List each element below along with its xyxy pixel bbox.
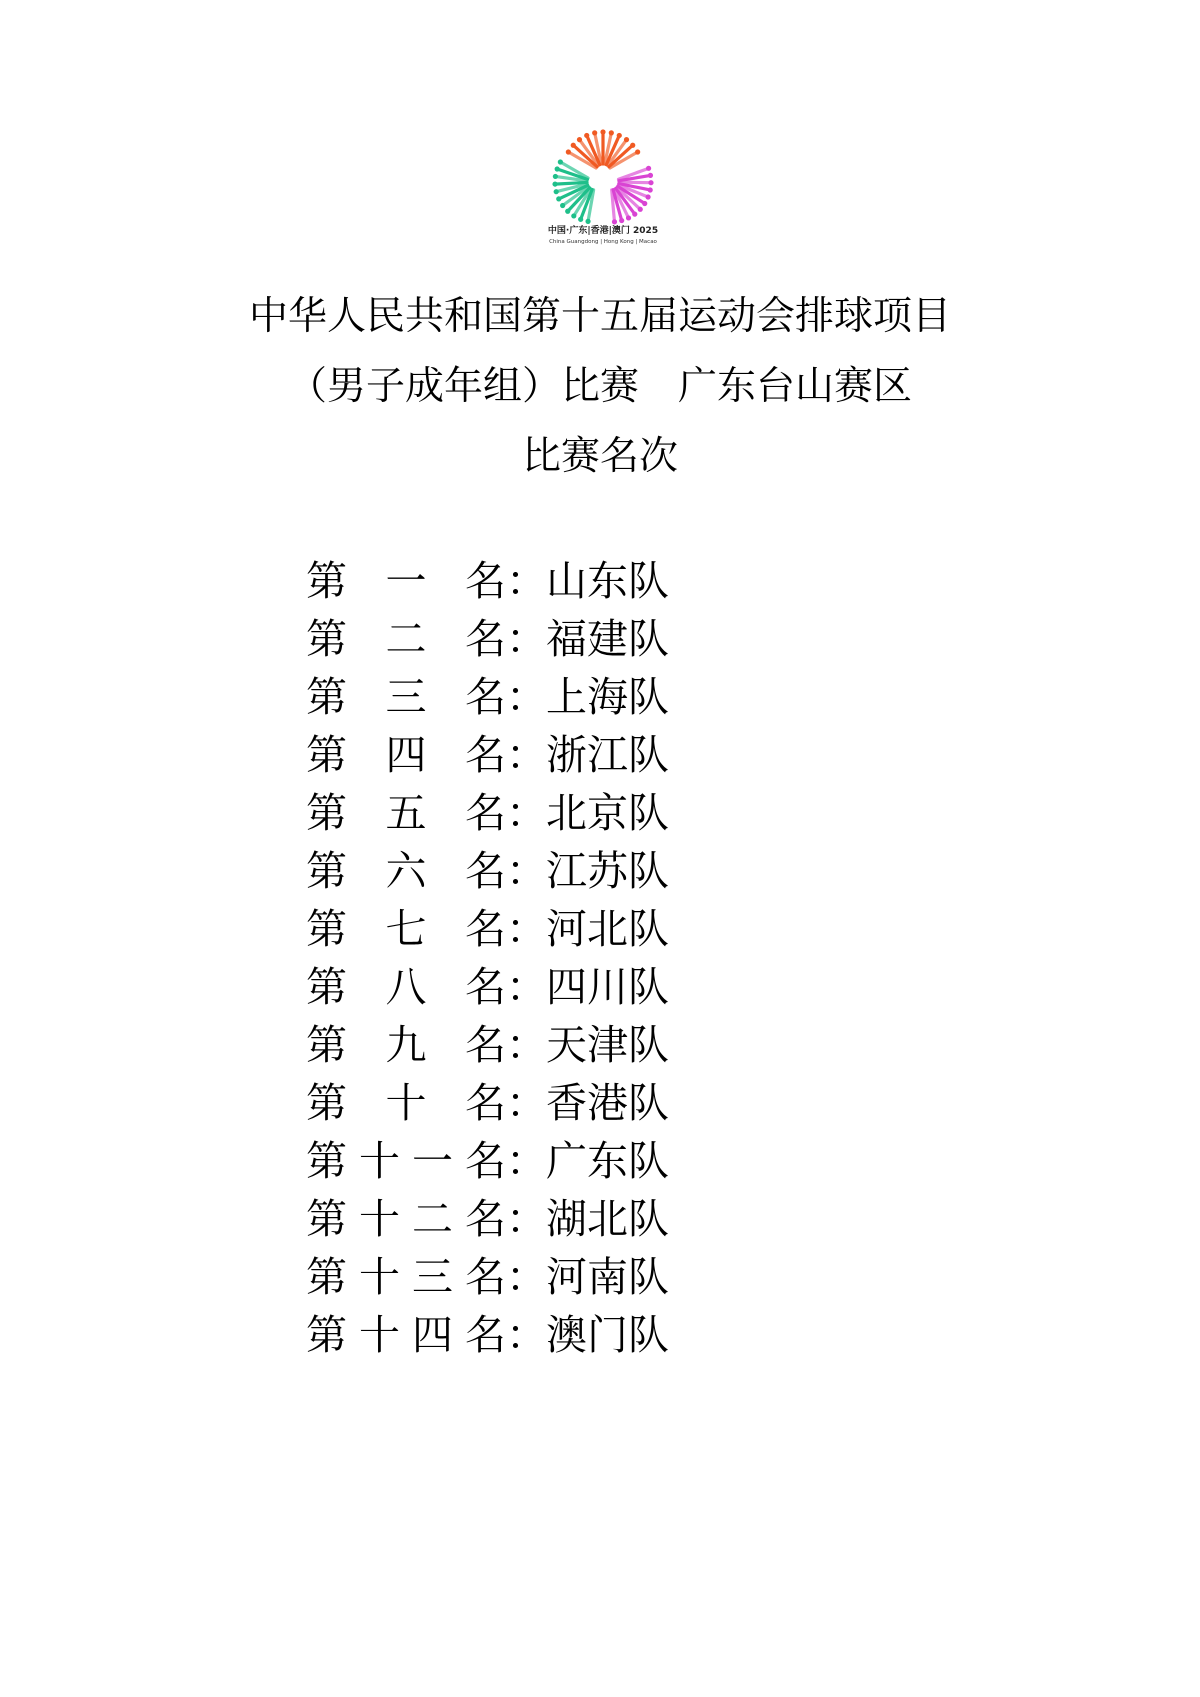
logo-petal-tip	[571, 213, 576, 218]
team-name: 湖北队	[546, 1194, 669, 1243]
rank-label	[306, 838, 506, 897]
rank-colon: ：	[506, 1136, 547, 1185]
team-name: 河北队	[546, 904, 669, 953]
rank-label-char: 三	[412, 1252, 453, 1301]
rank-label-char: 名	[465, 1194, 506, 1243]
logo-petal-tip	[552, 181, 557, 186]
rank-label-char: 十	[359, 1194, 400, 1243]
rank-label	[306, 1186, 506, 1245]
ranking-row	[306, 548, 669, 606]
team-name: 四川队	[546, 962, 669, 1011]
logo-petal-tip	[648, 173, 653, 178]
logo-petal-tip	[645, 194, 650, 199]
team-name: 广东队	[546, 1136, 669, 1185]
logo-petal-tip	[612, 219, 617, 224]
rank-label-char: 名	[465, 846, 506, 895]
rank-colon: ：	[506, 556, 547, 605]
ranking-row	[306, 1012, 669, 1070]
rank-colon: ：	[506, 1020, 547, 1069]
logo-petal-tip	[585, 219, 590, 224]
rank-label-char: 七	[385, 904, 427, 953]
rank-label	[306, 1302, 506, 1361]
rank-label-char: 第	[306, 846, 347, 895]
logo-text-cn: 中国·广东|香港|澳门 2025	[547, 226, 659, 236]
logo-petal-tip	[558, 159, 563, 164]
rank-label	[306, 664, 506, 723]
rank-label-char: 第	[306, 1020, 347, 1069]
logo-petal-tip	[632, 212, 637, 217]
rank-label-char: 名	[465, 556, 506, 605]
team-name: 上海队	[546, 672, 669, 721]
logo-petal-tip	[584, 133, 589, 138]
document-title	[0, 282, 1200, 492]
rank-colon: ：	[506, 1194, 547, 1243]
ranking-row	[306, 780, 669, 838]
logo-petal-tip	[571, 143, 576, 148]
logo-petal-tip	[635, 149, 640, 154]
team-name: 北京队	[546, 788, 669, 837]
rank-label-char: 名	[465, 1136, 506, 1185]
rank-label-char: 第	[306, 672, 347, 721]
rank-label-char: 名	[465, 904, 506, 953]
logo-petal-tip	[617, 133, 622, 138]
logo-text-en: China Guangdong | Hong Kong | Macao	[549, 239, 657, 245]
ranking-row	[306, 954, 669, 1012]
logo-petal	[555, 182, 587, 184]
rank-label-char: 二	[412, 1194, 453, 1243]
team-name: 福建队	[546, 614, 669, 663]
rank-label-char: 十	[359, 1310, 400, 1359]
games-logo-icon	[540, 120, 666, 268]
rank-label-char: 第	[306, 1136, 347, 1185]
logo-petal-tip	[600, 129, 605, 134]
logo-petal-tip	[630, 143, 635, 148]
rank-label-char: 第	[306, 1310, 347, 1359]
rank-label-char: 十	[359, 1252, 400, 1301]
ranking-row	[306, 838, 669, 896]
rank-label-char: 一	[412, 1136, 453, 1185]
rank-colon: ：	[506, 1078, 547, 1127]
rank-colon: ：	[506, 788, 547, 837]
logo-petal-tip	[592, 130, 597, 135]
rankings-list	[306, 548, 669, 1360]
rank-label	[306, 1128, 506, 1187]
rank-colon: ：	[506, 962, 547, 1011]
rank-colon: ：	[506, 672, 547, 721]
rank-label-char: 第	[306, 1078, 347, 1127]
logo-petal	[619, 182, 651, 183]
logo-petal-tip	[642, 201, 647, 206]
rank-label	[306, 896, 506, 955]
rank-label	[306, 606, 506, 665]
team-name: 香港队	[546, 1078, 669, 1127]
title-line-3: 比赛名次	[521, 434, 678, 479]
ranking-row	[306, 1070, 669, 1128]
rank-label-char: 十	[385, 1078, 427, 1127]
rank-label-char: 四	[385, 730, 427, 779]
logo-petal-tip	[565, 209, 570, 214]
rank-label	[306, 548, 506, 607]
ranking-row	[306, 1128, 669, 1186]
logo-petal-tip	[609, 130, 614, 135]
logo-petal-tip	[554, 189, 559, 194]
logo-petal-tip	[578, 217, 583, 222]
ranking-row	[306, 722, 669, 780]
rank-label-char: 名	[465, 1020, 506, 1069]
rank-label-char: 第	[306, 730, 347, 779]
rank-label-char: 第	[306, 1194, 347, 1243]
ranking-row	[306, 606, 669, 664]
logo-petal-tip	[648, 180, 653, 185]
rank-label-char: 名	[465, 788, 506, 837]
rank-label-char: 三	[385, 672, 427, 721]
rank-label-char: 名	[465, 1310, 506, 1359]
rank-label-char: 第	[306, 962, 347, 1011]
rank-label	[306, 1070, 506, 1129]
logo-petal-tip	[648, 187, 653, 192]
rank-label-char: 名	[465, 1252, 506, 1301]
rank-label-char: 第	[306, 1252, 347, 1301]
rank-label-char: 四	[412, 1310, 453, 1359]
logo-petal-tip	[553, 174, 558, 179]
rank-label-char: 二	[385, 614, 427, 663]
ranking-row	[306, 1244, 669, 1302]
rank-colon: ：	[506, 1252, 547, 1301]
rank-label-char: 五	[385, 788, 427, 837]
team-name: 江苏队	[546, 846, 669, 895]
rank-label-char: 十	[359, 1136, 400, 1185]
rank-colon: ：	[506, 846, 547, 895]
team-name: 山东队	[546, 556, 669, 605]
logo-petal-tip	[626, 215, 631, 220]
logo-petal-tip	[577, 137, 582, 142]
title-line-2: （男子成年组）比赛 广东台山赛区	[287, 364, 912, 409]
rank-label-char: 六	[385, 846, 427, 895]
games-logo	[540, 120, 666, 268]
rank-label-char: 一	[385, 556, 427, 605]
logo-petal-tip	[560, 203, 565, 208]
ranking-row	[306, 1302, 669, 1360]
rank-label-char: 名	[465, 1078, 506, 1127]
rank-label-char: 名	[465, 962, 506, 1011]
ranking-row	[306, 896, 669, 954]
rank-colon: ：	[506, 730, 547, 779]
rank-label-char: 九	[385, 1020, 427, 1069]
logo-petal-tip	[555, 166, 560, 171]
rank-colon: ：	[506, 904, 547, 953]
logo-petal-tip	[566, 149, 571, 154]
rank-label-char: 名	[465, 614, 506, 663]
team-name: 澳门队	[546, 1310, 669, 1359]
rank-colon: ：	[506, 1310, 547, 1359]
title-line-1: 中华人民共和国第十五届运动会排球项目	[248, 294, 951, 339]
rank-label	[306, 722, 506, 781]
rank-label-char: 名	[465, 672, 506, 721]
rank-label	[306, 954, 506, 1013]
team-name: 浙江队	[546, 730, 669, 779]
rank-label-char: 第	[306, 556, 347, 605]
logo-petal-tip	[619, 218, 624, 223]
rank-label	[306, 1012, 506, 1071]
rank-label-char: 第	[306, 788, 347, 837]
rank-label-char: 名	[465, 730, 506, 779]
rank-label-char: 第	[306, 904, 347, 953]
rank-label-char: 八	[385, 962, 427, 1011]
ranking-row	[306, 1186, 669, 1244]
logo-petal-tip	[646, 166, 651, 171]
ranking-row	[306, 664, 669, 722]
rank-label	[306, 1244, 506, 1303]
logo-petal-tip	[638, 207, 643, 212]
team-name: 天津队	[546, 1020, 669, 1069]
rank-label	[306, 780, 506, 839]
logo-petal-tip	[624, 137, 629, 142]
rank-colon: ：	[506, 614, 547, 663]
team-name: 河南队	[546, 1252, 669, 1301]
rank-label-char: 第	[306, 614, 347, 663]
logo-petal-tip	[556, 196, 561, 201]
